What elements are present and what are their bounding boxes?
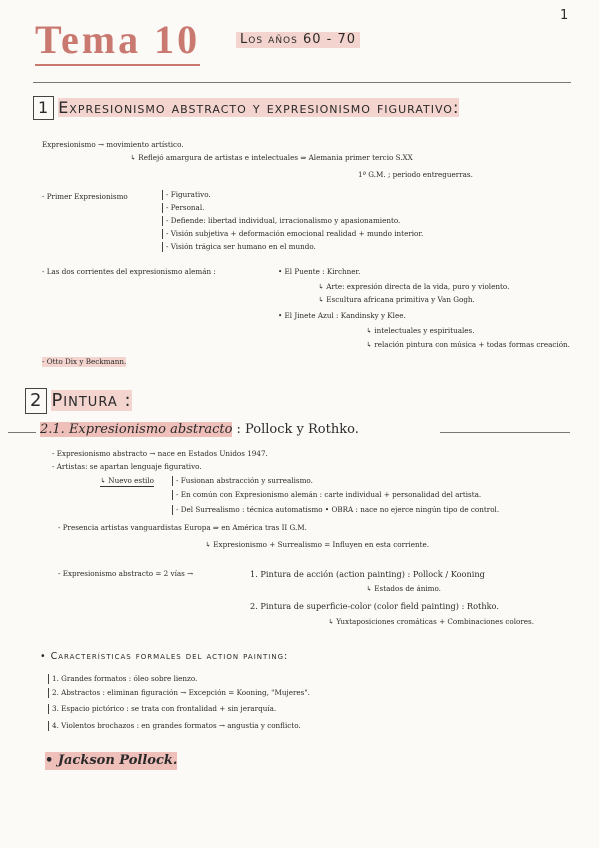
primer-item: - Visión trágica ser humano en el mundo. — [162, 242, 316, 252]
via-2-sub: ↳ Yuxtaposiciones cromáticas + Combinaciones colores. — [328, 617, 534, 626]
caracteristica-item: 2. Abstractos : eliminan figuración → Excepción = Kooning, "Mujeres". — [48, 688, 310, 698]
note-reflejo: ↳ Reflejó amargura de artistas e intelectuales ⇒ Alemania primer tercio S.XX — [130, 153, 413, 162]
page-subtitle: Los años 60 - 70 — [236, 32, 360, 48]
caracteristica-item: 3. Espacio pictórico : se trata con frontalidad + sin jerarquía. — [48, 704, 276, 714]
note-presencia: - Presencia artistas vanguardistas Europa ⇒ en América tras II G.M. — [58, 523, 307, 532]
via-1-sub: ↳ Estados de ánimo. — [366, 584, 441, 593]
section-2-heading — [25, 388, 132, 414]
note-artistas: - Artistas: se apartan lenguaje figurativo. — [52, 462, 202, 471]
estilo-item: - Fusionan abstracción y surrealismo. — [172, 476, 313, 486]
vias-label: - Expresionismo abstracto = 2 vías → — [58, 569, 194, 578]
note-presencia-sub: ↳ Expresionismo + Surrealismo = Influyen en esta corriente. — [205, 540, 430, 549]
primer-item: - Personal. — [162, 203, 204, 213]
jinete-item: ↳ intelectuales y espirituales. — [366, 326, 475, 335]
puente-item: ↳ Arte: expresión directa de la vida, puro y violento. — [318, 282, 510, 291]
otto-dix-note: - Otto Dix y Beckmann. — [42, 357, 127, 366]
subsection-artists: : Pollock y Rothko. — [236, 422, 359, 437]
corrientes-label: - Las dos corrientes del expresionismo alemán : — [42, 267, 216, 276]
puente: • El Puente : Kirchner. — [278, 267, 361, 276]
section-1-heading — [33, 96, 459, 120]
note-expresionismo: Expresionismo → movimiento artístico. — [42, 140, 184, 149]
primer-label: - Primer Expresionismo — [42, 192, 128, 201]
page-title: Tema 10 — [35, 16, 200, 66]
subsection-title: 2.1. Expresionismo abstracto — [40, 422, 233, 437]
jinete: • El Jinete Azul : Kandinsky y Klee. — [278, 311, 406, 320]
primer-item: - Defiende: libertad individual, irracionalismo y apasionamiento. — [162, 216, 400, 226]
puente-item: ↳ Escultura africana primitiva y Van Gogh. — [318, 295, 475, 304]
note-nace: - Expresionismo abstracto → nace en Estados Unidos 1947. — [52, 449, 268, 458]
caracteristica-item: 4. Violentos brochazos : en grandes formatos → angustia y conflicto. — [48, 721, 301, 731]
section-1-number: 1 — [33, 96, 54, 120]
estilo-item: - Del Surrealismo : técnica automatismo • OBRA : nace no ejerce ningún tipo de control. — [172, 505, 499, 515]
caracteristica-item: 1. Grandes formatos : óleo sobre lienzo. — [48, 674, 197, 684]
header-divider — [33, 82, 571, 83]
via-2: 2. Pintura de superficie-color (color field painting) : Rothko. — [250, 601, 499, 611]
subsection-rule-left — [8, 432, 36, 433]
note-gm: 1ª G.M. ; periodo entreguerras. — [358, 170, 473, 179]
section-2-number: 2 — [25, 388, 47, 414]
estilo-item: - En común con Expresionismo alemán : carte individual + personalidad del artista. — [172, 490, 481, 500]
nuevo-estilo: ↳ Nuevo estilo — [100, 476, 154, 485]
subsection-2-1 — [40, 421, 359, 439]
section-1-title: Expresionismo abstracto y expresionismo figurativo: — [58, 98, 460, 117]
primer-item: - Visión subjetiva + deformación emocional realidad + mundo interior. — [162, 229, 423, 239]
primer-item: - Figurativo. — [162, 190, 211, 200]
page-number: 1 — [560, 8, 569, 23]
jackson-pollock: • Jackson Pollock. — [45, 753, 178, 768]
via-1: 1. Pintura de acción (action painting) : Pollock / Kooning — [250, 569, 485, 579]
jinete-item: ↳ relación pintura con música + todas formas creación. — [366, 340, 570, 349]
section-2-title: Pintura : — [51, 390, 132, 411]
subsection-rule-right — [440, 432, 570, 433]
caracteristicas-title: • Características formales del action painting: — [40, 651, 289, 662]
